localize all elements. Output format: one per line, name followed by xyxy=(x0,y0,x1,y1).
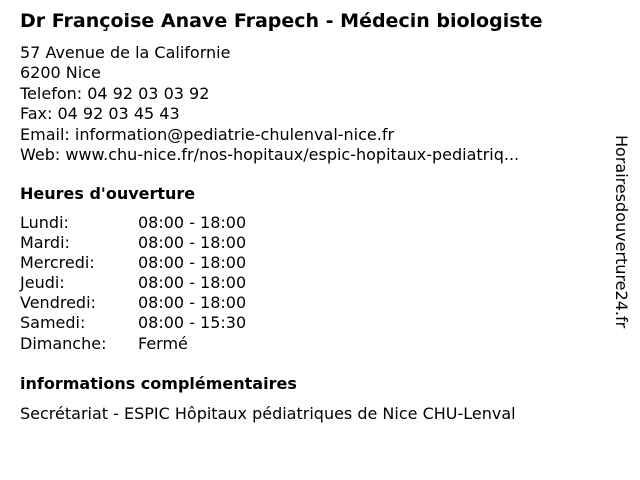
fax-number: Fax: 04 92 03 45 43 xyxy=(20,104,180,124)
city: 6200 Nice xyxy=(20,63,101,83)
time-value: 08:00 - 15:30 xyxy=(138,313,247,333)
contact-block xyxy=(20,43,519,165)
time-value: 08:00 - 18:00 xyxy=(138,253,247,273)
website-url: Web: www.chu-nice.fr/nos-hopitaux/espic-hopitaux-pediatriq... xyxy=(20,145,520,165)
day-label: Mercredi: xyxy=(20,253,95,273)
email-address: Email: information@pediatrie-chulenval-nice.fr xyxy=(20,124,395,144)
info-text: Secrétariat - ESPIC Hôpitaux pédiatriques de Nice CHU-Lenval xyxy=(20,404,516,423)
day-label: Samedi: xyxy=(20,313,86,333)
phone-number: Telefon: 04 92 03 03 92 xyxy=(20,83,210,103)
site-watermark: Horairesdouverture24.fr xyxy=(612,135,631,329)
day-label: Jeudi: xyxy=(20,273,65,293)
time-value: 08:00 - 18:00 xyxy=(138,293,247,313)
day-label: Dimanche: xyxy=(20,333,107,353)
time-value: 08:00 - 18:00 xyxy=(138,213,247,232)
street-address: 57 Avenue de la Californie xyxy=(20,43,231,62)
time-value: 08:00 - 18:00 xyxy=(138,273,247,293)
time-value: Fermé xyxy=(138,333,188,353)
page-title: Dr Françoise Anave Frapech - Médecin biologiste xyxy=(20,10,543,32)
info-heading: informations complémentaires xyxy=(20,374,297,393)
hours-heading: Heures d'ouverture xyxy=(20,184,196,203)
day-label: Mardi: xyxy=(20,233,70,253)
day-label: Vendredi: xyxy=(20,293,96,313)
time-value: 08:00 - 18:00 xyxy=(138,233,247,253)
day-label: Lundi: xyxy=(20,213,69,232)
